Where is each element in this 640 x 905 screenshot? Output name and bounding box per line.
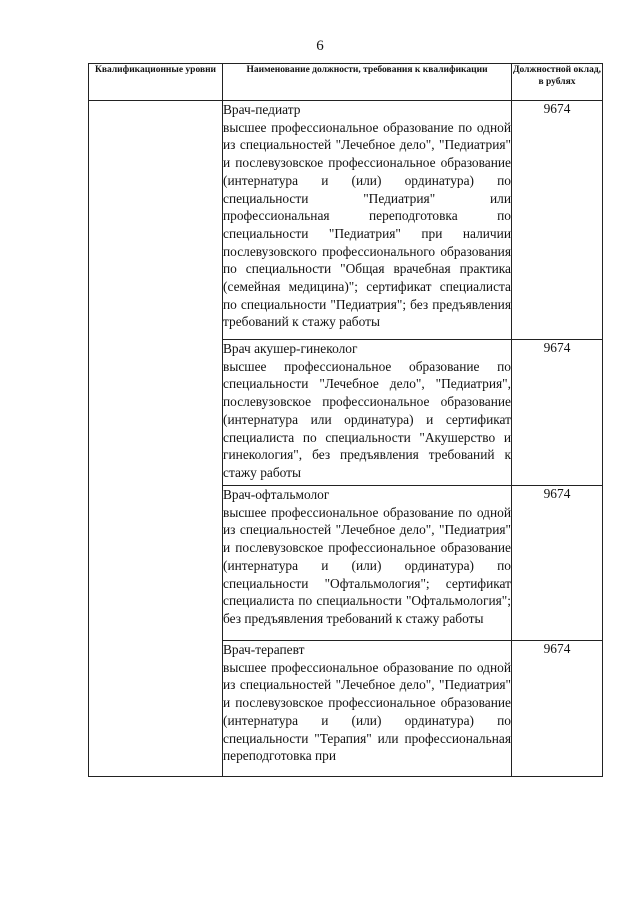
header-salary: Должностной оклад, в рублях	[512, 64, 603, 101]
position-requirements: высшее профессиональное образование по одной из специальностей "Лечебное дело", "Педиатрия" и послевузовское профессиональное образование (интернатура и (или) ординатура) по специальности "Офтальмология"; сертификат специалиста по специальности "Офтальмология"; без предъявления требований к стажу работы	[223, 504, 511, 626]
position-cell	[223, 641, 512, 777]
salary-value: 9674	[512, 641, 603, 777]
header-qualification-levels: Квалификационные уровни	[89, 64, 223, 101]
position-requirements: высшее профессиональное образование по одной из специальностей "Лечебное дело", "Педиатрия" и послевузовское профессиональное образование (интернатура и (или) ординатура) по специальности "Педиатрия" или профессиональная переподготовка по специальности "Педиатрия" при наличии послевузовского профессионального образования по специальности "Общая врачебная практика (семейная медицина)"; сертификат специалиста по специальности "Педиатрия"; без предъявления требований к стажу работы	[223, 119, 511, 330]
table-header-row	[89, 64, 603, 101]
position-cell	[223, 101, 512, 340]
header-position-requirements: Наименование должности, требования к квалификации	[223, 64, 512, 101]
position-requirements: высшее профессиональное образование по специальности "Лечебное дело", "Педиатрия", послевузовское профессиональное образование (интернатура или ординатура) и сертификат специалиста по специальности "Акушерство и гинекология", без предъявления требований к стажу работы	[223, 358, 511, 480]
position-title: Врач-педиатр	[223, 102, 301, 117]
position-title: Врач-терапевт	[223, 642, 305, 657]
position-requirements: высшее профессиональное образование по одной из специальностей "Лечебное дело", "Педиатрия" и послевузовское профессиональное образование (интернатура и (или) ординатура) по специальности "Терапия" или профессиональная переподготовка при	[223, 659, 511, 764]
position-title: Врач акушер-гинеколог	[223, 341, 358, 356]
position-cell	[223, 340, 512, 486]
qualification-level-cell	[89, 101, 223, 777]
position-title: Врач-офтальмолог	[223, 487, 330, 502]
qualification-table	[88, 63, 603, 777]
table-row	[89, 101, 603, 340]
position-cell	[223, 486, 512, 641]
salary-value: 9674	[512, 101, 603, 340]
salary-value: 9674	[512, 486, 603, 641]
page-number: 6	[316, 38, 324, 54]
salary-value: 9674	[512, 340, 603, 486]
